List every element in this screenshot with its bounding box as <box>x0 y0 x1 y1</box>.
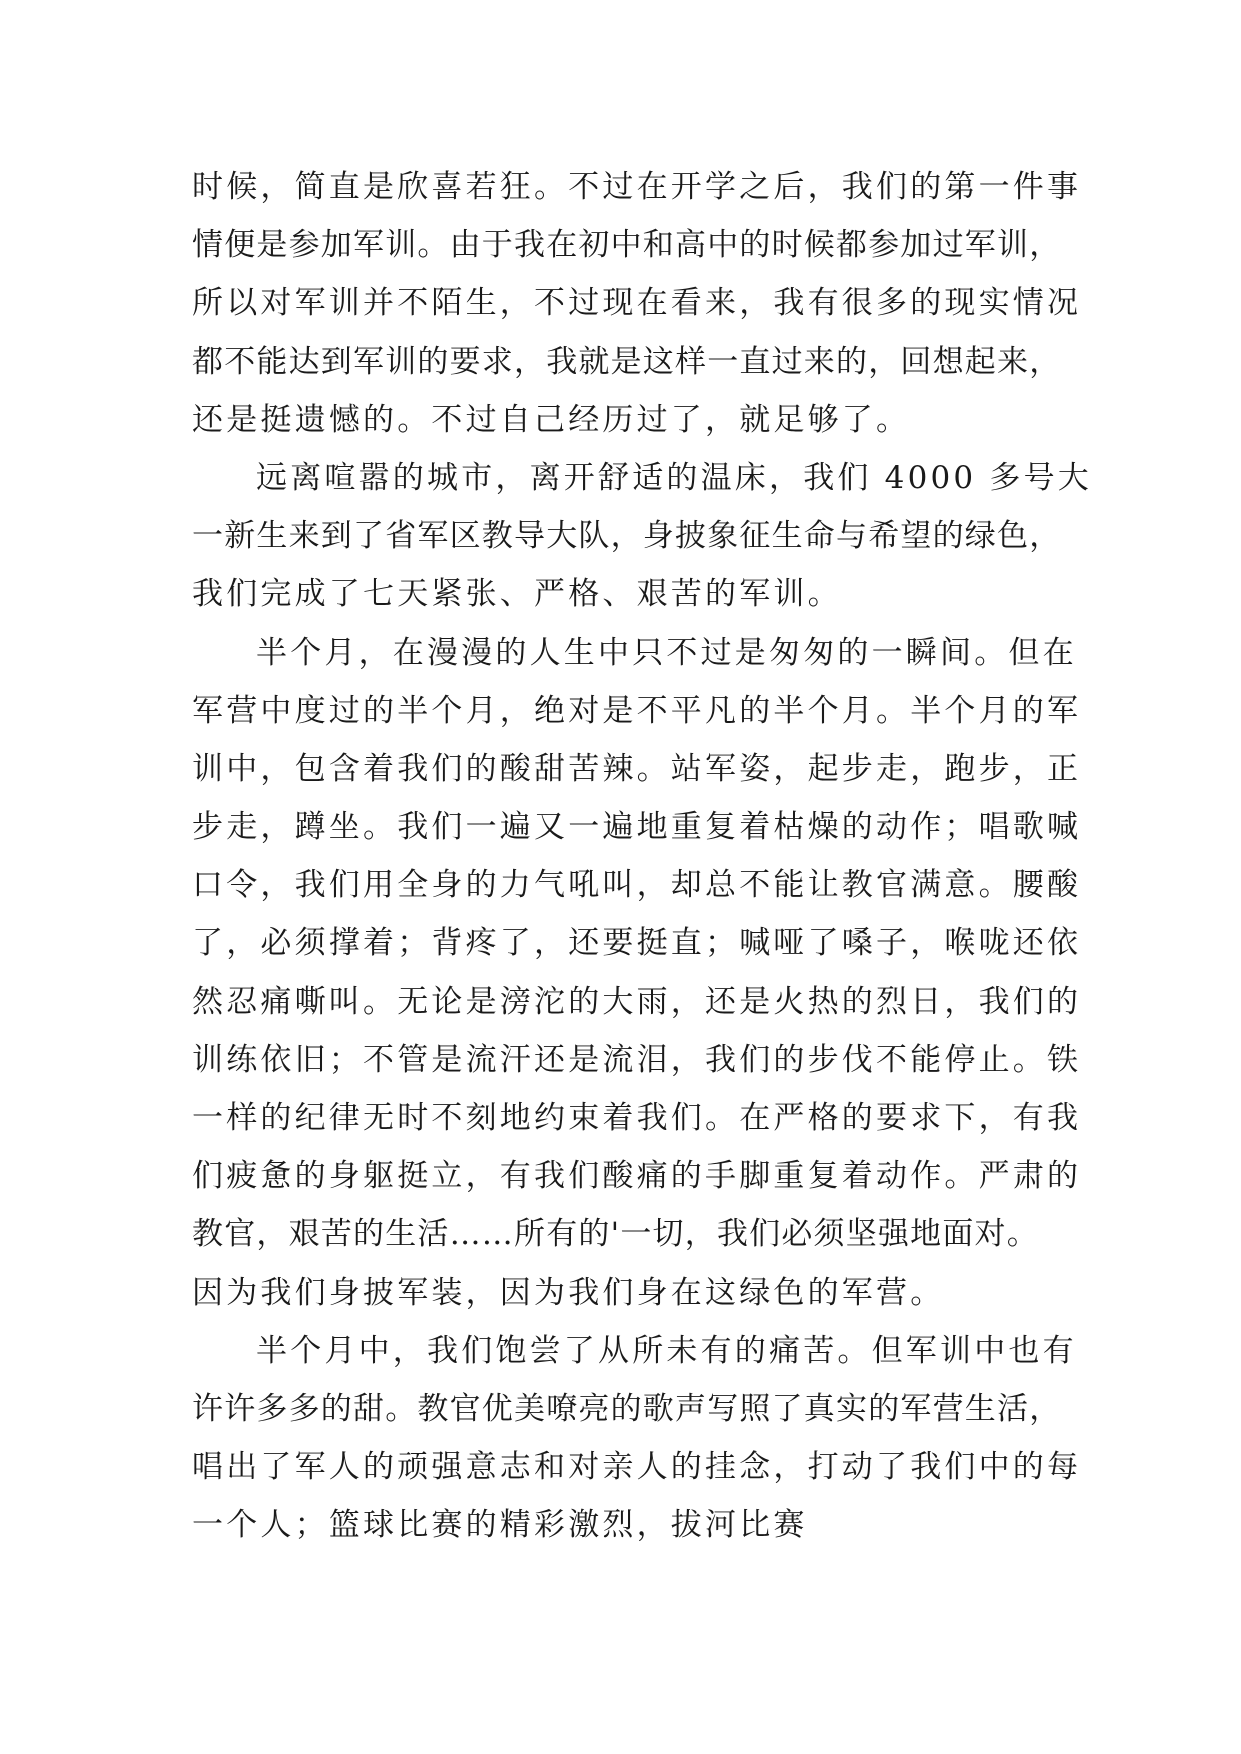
text-line: 一样的纪律无时不刻地约束着我们。在严格的要求下，有我 <box>192 1100 1082 1136</box>
text-line: 口令，我们用全身的力气吼叫，却总不能让教官满意。腰酸 <box>192 867 1082 904</box>
text-line: 都不能达到军训的要求，我就是这样一直过来的，回想起来， <box>192 343 1062 380</box>
text-line: 一个人；篮球比赛的精彩激烈，拔河比赛 <box>192 1507 808 1544</box>
text-line: 所以对军训并不陌生，不过现在看来，我有很多的现实情况 <box>192 285 1082 322</box>
text-line: 了，必须撑着；背疼了，还要挺直；喊哑了嗓子，喉咙还依 <box>192 925 1082 962</box>
text-line: 唱出了军人的顽强意志和对亲人的挂念，打动了我们中的每 <box>192 1449 1082 1486</box>
paragraph-start-line: 半个月，在漫漫的人生中只不过是匆匆的一瞬间。但在 <box>256 634 1077 671</box>
text-line: 一新生来到了省军区教导大队，身披象征生命与希望的绿色， <box>192 518 1062 555</box>
text-line: 们疲惫的身躯挺立，有我们酸痛的手脚重复着动作。严肃的 <box>192 1158 1082 1195</box>
text-line: 时候，简直是欣喜若狂。不过在开学之后，我们的第一件事 <box>192 169 1082 205</box>
text-line: 教官，艰苦的生活……所有的'一切，我们必须坚强地面对。 <box>192 1216 1039 1253</box>
text-line: 训中，包含着我们的酸甜苦辣。站军姿，起步走，跑步，正 <box>192 750 1082 787</box>
text-line: 训练依旧；不管是流汗还是流泪，我们的步伐不能停止。铁 <box>192 1041 1082 1078</box>
body-text <box>192 158 1092 1555</box>
text-line: 还是挺遗憾的。不过自己经历过了，就足够了。 <box>192 401 911 438</box>
text-line: 步走，蹲坐。我们一遍又一遍地重复着枯燥的动作；唱歌喊 <box>192 809 1082 846</box>
text-line: 许许多多的甜。教官优美嘹亮的歌声写照了真实的军营生活， <box>192 1390 1062 1427</box>
text-line: 然忍痛嘶叫。无论是滂沱的大雨，还是火热的烈日，我们的 <box>192 983 1082 1020</box>
text-line: 军营中度过的半个月，绝对是不平凡的半个月。半个月的军 <box>192 692 1082 729</box>
text-line: 我们完成了七天紧张、严格、艰苦的军训。 <box>192 576 842 613</box>
text-line: 因为我们身披军装，因为我们身在这绿色的军营。 <box>192 1274 945 1311</box>
paragraph-start-line: 半个月中，我们饱尝了从所未有的痛苦。但军训中也有 <box>256 1332 1077 1369</box>
paragraph-start-line: 远离喧嚣的城市，离开舒适的温床，我们 4000 多号大 <box>256 459 1092 496</box>
text-line: 情便是参加军训。由于我在初中和高中的时候都参加过军训， <box>192 227 1062 264</box>
